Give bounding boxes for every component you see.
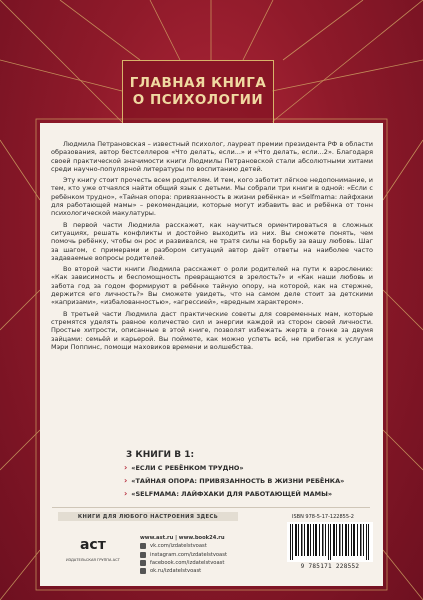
barcode-number: 9 785171 228552: [300, 563, 360, 570]
chevron-right-icon: ›: [124, 489, 128, 498]
title-line-2: О ПСИХОЛОГИИ: [132, 92, 264, 108]
paragraph: В первой части Людмила расскажет, как научиться ориентироваться в сложных ситуациях, решать конфликты и достойно выходить из них. Вы сможете понять, чем помочь ребёнку, чтобы он рос и развивался, не тратя силы на борьбу за вашу любовь. Шаг за шагом, с примерами и разбором ситуаций автор даёт ответы на наиболее часто задаваемые вопросы родителей.: [51, 220, 373, 262]
social-link-ok[interactable]: [140, 567, 227, 575]
book-item: [124, 476, 344, 485]
chevron-right-icon: ›: [124, 476, 128, 485]
title-box: [122, 60, 274, 124]
facebook-icon: [140, 560, 146, 566]
book-item: [124, 463, 244, 472]
social-link-text: facebook.com/izdatelstvoast: [150, 560, 225, 567]
description-text: [51, 140, 373, 354]
book-title: «ЕСЛИ С РЕБЁНКОМ ТРУДНО»: [131, 463, 244, 472]
social-link-instagram[interactable]: [140, 551, 227, 559]
ok-icon: [140, 568, 146, 574]
title-line-1: ГЛАВНАЯ КНИГА: [129, 75, 267, 91]
ast-logo-icon: аст: [79, 537, 106, 553]
social-link-text: ok.ru/izdatelstvoast: [150, 568, 202, 575]
book-title: «SELFMAMA: ЛАЙФХАКИ ДЛЯ РАБОТАЮЩЕЙ МАМЫ»: [131, 489, 333, 498]
book-title: «ТАЙНАЯ ОПОРА: ПРИВЯЗАННОСТЬ В ЖИЗНИ РЕБЁНКА»: [131, 476, 345, 485]
website-links[interactable]: www.ast.ru | www.book24.ru: [140, 535, 225, 542]
publisher-logo: [66, 534, 120, 562]
tagline: КНИГИ ДЛЯ ЛЮБОГО НАСТРОЕНИЯ ЗДЕСЬ: [58, 512, 238, 521]
vk-icon: [140, 543, 146, 549]
instagram-icon: [140, 552, 146, 558]
social-link-vk[interactable]: [140, 542, 227, 550]
social-link-text: instagram.com/izdatelstvoast: [150, 551, 227, 558]
paragraph: В третьей части Людмила даст практические советы для современных мам, которые стремятся уделять равное количество сил и энергии каждой из сторон своей личности. Простые хитрости, описанные в этой книге, позволят избежать жертв в гонке за двумя зайцами: семьёй и карьерой. Вы поймете, как можно успеть всё, не прибегая к услугам Мэри Поппинс, помощи маховиков времени и волшебства.: [51, 309, 373, 351]
divider: [52, 507, 370, 508]
isbn: ISBN 978-5-17-122855-2: [292, 514, 354, 520]
publisher-links: [140, 534, 227, 575]
barcode-icon: [287, 522, 373, 562]
book-item: [124, 489, 332, 498]
chevron-right-icon: ›: [124, 463, 128, 472]
social-link-facebook[interactable]: [140, 559, 227, 567]
paragraph: Во второй части книги Людмила расскажет о роли родителей на пути к взрослению: «Как зависимость и беспомощность превращаются в зрелость?» и «Как наши любовь и забота год за годом формируют в ребёнке тайную опору, на которой, как на стержне, держится его личность?» Вы сможете увидеть, что на самом деле стоит за детскими «капризами», «избалованностью», «агрессией», «вредным характером».: [51, 265, 373, 307]
books-heading: 3 КНИГИ В 1:: [126, 450, 195, 460]
paragraph: Эту книгу стоит прочесть всем родителям. И тем, кого заботит лёгкое недопонимание, и тем, кто уже отчаялся найти общий язык с детьми. Мы собрали три книги в одной: «Если с ребёнком трудно», «Тайная опора: привязанность в жизни ребёнка» и «Selfmama: лайфхаки для работающей мамы» – рекомендации, которые могут избавить вас и ребёнка от тонн психологической макулатуры.: [51, 176, 373, 218]
social-link-text: vk.com/izdatelstvoast: [150, 543, 207, 550]
paragraph: Людмила Петрановская – известный психолог, лауреат премии президента РФ в области образования, автор бестселлеров «Что делать, если...» и «Что делать, если...2». Благодаря своей практической значимости книги Людмилы Петрановской стали абсолютными хитами среди научно-популярной литературы по воспитанию детей.: [51, 140, 373, 173]
publisher-subtitle: ИЗДАТЕЛЬСКАЯ ГРУППА АСТ: [66, 558, 120, 562]
